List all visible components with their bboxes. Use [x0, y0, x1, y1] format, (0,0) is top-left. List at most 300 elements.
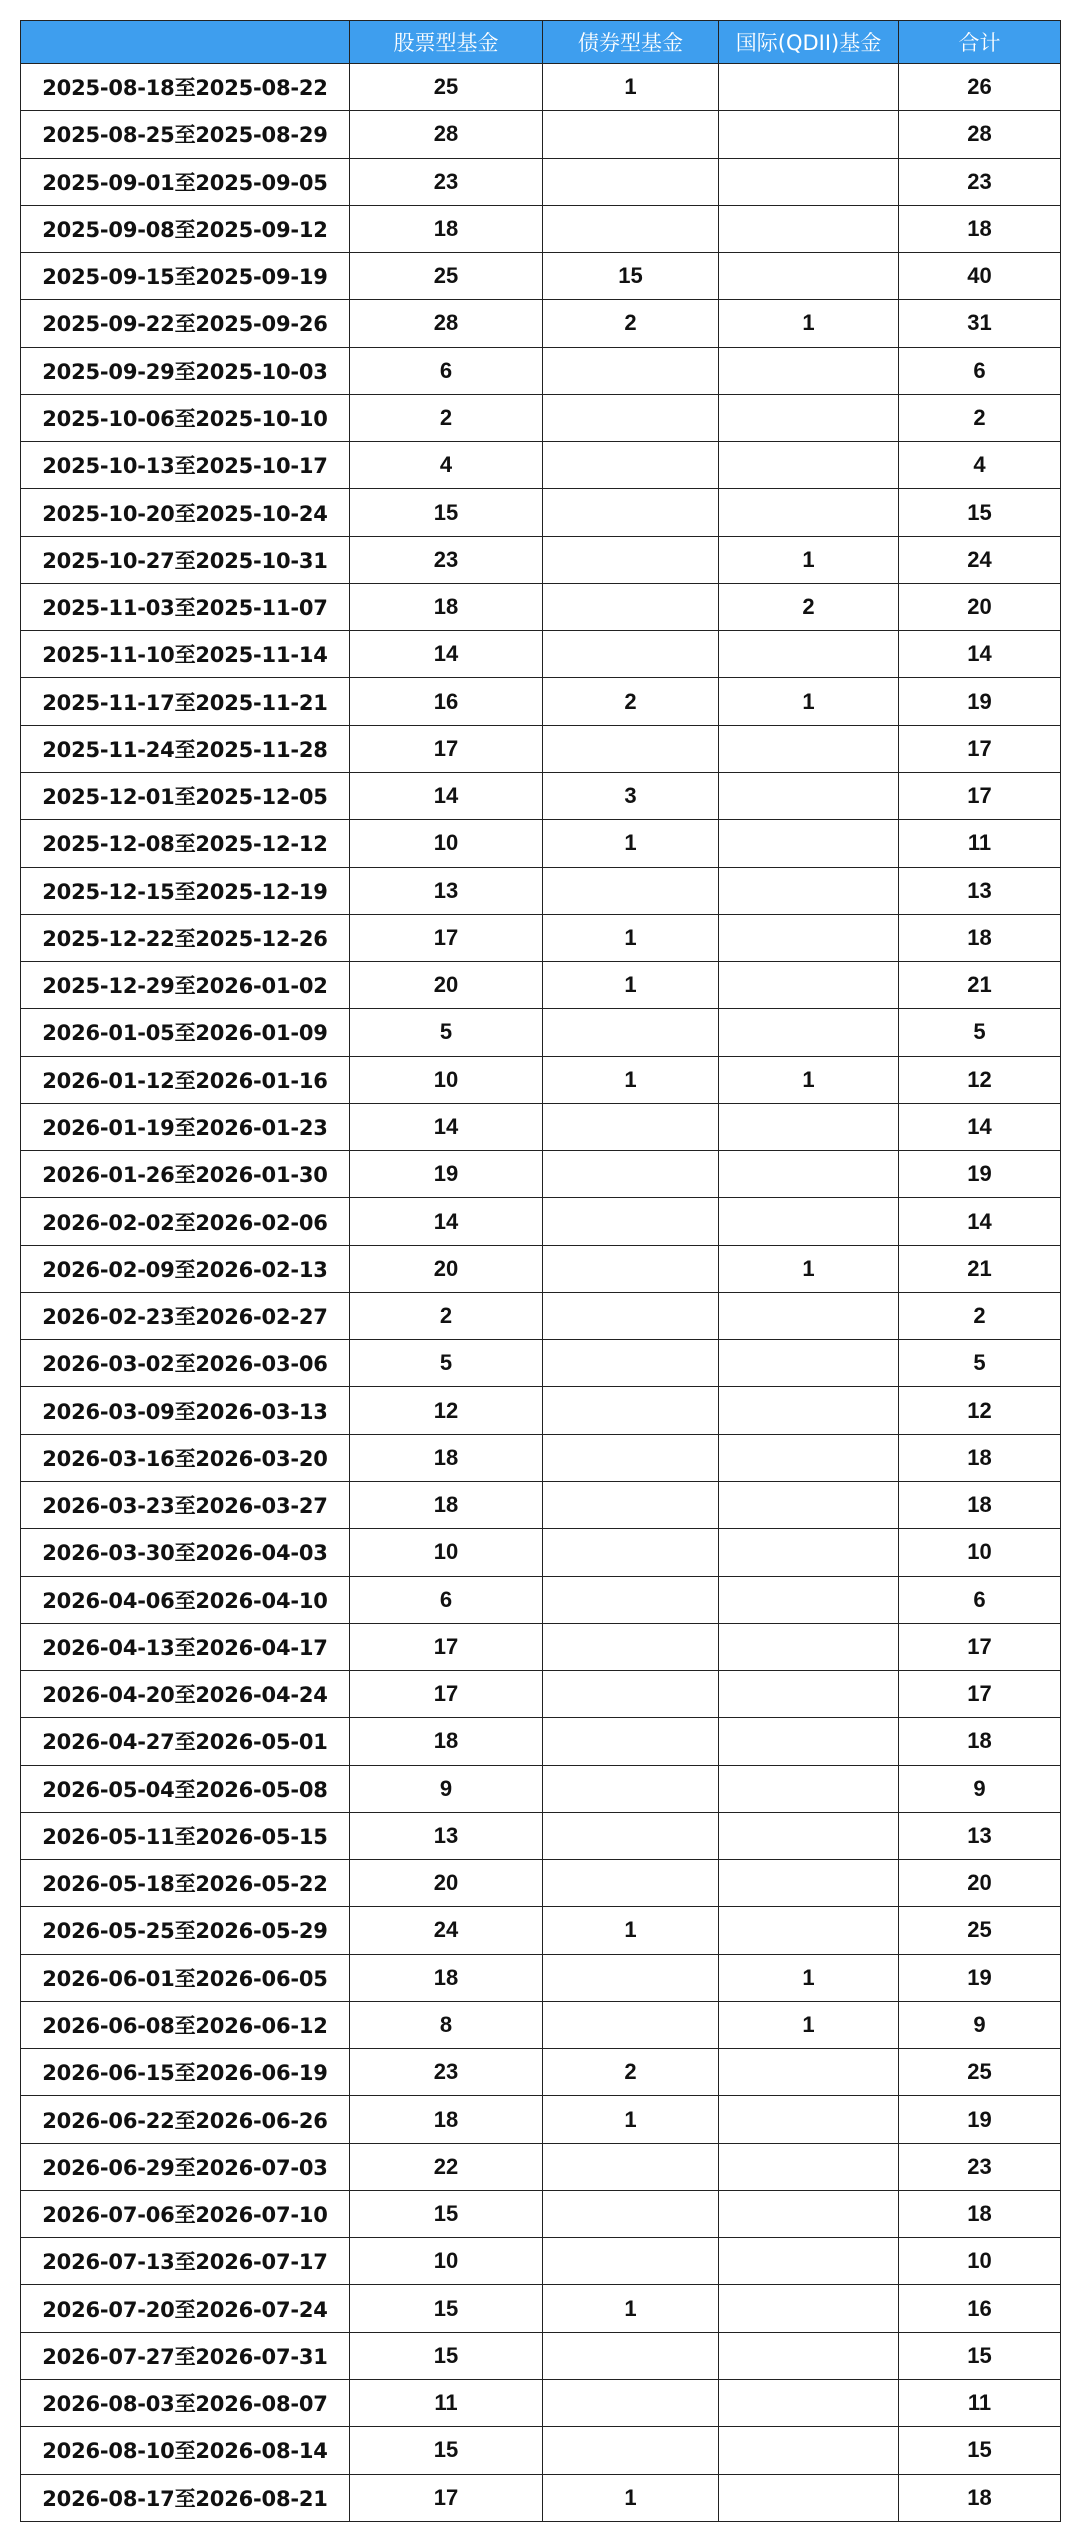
table-row	[21, 158, 1061, 205]
total-cell: 20	[899, 583, 1061, 630]
bond-fund-cell	[543, 205, 719, 252]
qdii-fund-cell	[719, 394, 899, 441]
qdii-fund-cell	[719, 1907, 899, 1954]
stock-fund-cell: 20	[350, 962, 543, 1009]
fund-issuance-table	[20, 20, 1061, 2522]
period-cell: 2026-07-06至2026-07-10	[21, 2190, 350, 2237]
bond-fund-cell	[543, 1340, 719, 1387]
table-row	[21, 2001, 1061, 2048]
stock-fund-cell: 12	[350, 1387, 543, 1434]
qdii-fund-cell	[719, 962, 899, 1009]
table-row	[21, 1245, 1061, 1292]
total-cell: 9	[899, 2001, 1061, 2048]
table-row	[21, 725, 1061, 772]
header-cell-bond-fund: 债券型基金	[543, 21, 719, 64]
qdii-fund-cell	[719, 2332, 899, 2379]
bond-fund-cell	[543, 725, 719, 772]
table-row	[21, 2285, 1061, 2332]
bond-fund-cell	[543, 1151, 719, 1198]
total-cell: 17	[899, 725, 1061, 772]
qdii-fund-cell	[719, 1340, 899, 1387]
total-cell: 11	[899, 820, 1061, 867]
period-cell: 2025-10-27至2025-10-31	[21, 536, 350, 583]
period-cell: 2026-06-29至2026-07-03	[21, 2143, 350, 2190]
header-row	[21, 21, 1061, 64]
bond-fund-cell	[543, 1387, 719, 1434]
stock-fund-cell: 18	[350, 1718, 543, 1765]
period-cell: 2025-10-06至2025-10-10	[21, 394, 350, 441]
table-row	[21, 442, 1061, 489]
bond-fund-cell: 1	[543, 2285, 719, 2332]
table-row	[21, 1103, 1061, 1150]
total-cell: 20	[899, 1860, 1061, 1907]
qdii-fund-cell: 1	[719, 300, 899, 347]
qdii-fund-cell	[719, 2049, 899, 2096]
qdii-fund-cell	[719, 205, 899, 252]
stock-fund-cell: 20	[350, 1860, 543, 1907]
qdii-fund-cell	[719, 914, 899, 961]
bond-fund-cell	[543, 1198, 719, 1245]
stock-fund-cell: 25	[350, 64, 543, 111]
table-row	[21, 914, 1061, 961]
bond-fund-cell	[543, 1812, 719, 1859]
stock-fund-cell: 18	[350, 205, 543, 252]
table-row	[21, 1718, 1061, 1765]
stock-fund-cell: 18	[350, 2096, 543, 2143]
period-cell: 2025-09-22至2025-09-26	[21, 300, 350, 347]
total-cell: 24	[899, 536, 1061, 583]
bond-fund-cell: 2	[543, 2049, 719, 2096]
table-row	[21, 2096, 1061, 2143]
qdii-fund-cell	[719, 2427, 899, 2474]
bond-fund-cell	[543, 1671, 719, 1718]
stock-fund-cell: 14	[350, 772, 543, 819]
period-cell: 2026-01-26至2026-01-30	[21, 1151, 350, 1198]
qdii-fund-cell	[719, 2474, 899, 2521]
stock-fund-cell: 23	[350, 536, 543, 583]
qdii-fund-cell	[719, 1860, 899, 1907]
total-cell: 18	[899, 1434, 1061, 1481]
qdii-fund-cell	[719, 253, 899, 300]
period-cell: 2026-03-16至2026-03-20	[21, 1434, 350, 1481]
table-row	[21, 2380, 1061, 2427]
stock-fund-cell: 2	[350, 1292, 543, 1339]
qdii-fund-cell: 1	[719, 678, 899, 725]
table-row	[21, 1529, 1061, 1576]
qdii-fund-cell	[719, 442, 899, 489]
period-cell: 2026-06-08至2026-06-12	[21, 2001, 350, 2048]
stock-fund-cell: 5	[350, 1009, 543, 1056]
total-cell: 19	[899, 1151, 1061, 1198]
period-cell: 2025-08-18至2025-08-22	[21, 64, 350, 111]
total-cell: 2	[899, 1292, 1061, 1339]
period-cell: 2025-12-15至2025-12-19	[21, 867, 350, 914]
stock-fund-cell: 15	[350, 2190, 543, 2237]
bond-fund-cell	[543, 1765, 719, 1812]
bond-fund-cell	[543, 111, 719, 158]
stock-fund-cell: 10	[350, 1529, 543, 1576]
table-row	[21, 1387, 1061, 1434]
total-cell: 23	[899, 158, 1061, 205]
total-cell: 19	[899, 1954, 1061, 2001]
bond-fund-cell	[543, 2238, 719, 2285]
stock-fund-cell: 10	[350, 820, 543, 867]
table-row	[21, 1860, 1061, 1907]
fund-table-container	[20, 20, 1060, 2522]
stock-fund-cell: 8	[350, 2001, 543, 2048]
table-row	[21, 1671, 1061, 1718]
total-cell: 18	[899, 1481, 1061, 1528]
stock-fund-cell: 14	[350, 1103, 543, 1150]
period-cell: 2025-09-15至2025-09-19	[21, 253, 350, 300]
bond-fund-cell	[543, 394, 719, 441]
table-body	[21, 64, 1061, 2522]
bond-fund-cell	[543, 1292, 719, 1339]
total-cell: 12	[899, 1387, 1061, 1434]
bond-fund-cell: 2	[543, 678, 719, 725]
total-cell: 14	[899, 1103, 1061, 1150]
total-cell: 18	[899, 205, 1061, 252]
bond-fund-cell	[543, 631, 719, 678]
period-cell: 2026-01-19至2026-01-23	[21, 1103, 350, 1150]
period-cell: 2025-11-17至2025-11-21	[21, 678, 350, 725]
total-cell: 17	[899, 1671, 1061, 1718]
period-cell: 2026-06-22至2026-06-26	[21, 2096, 350, 2143]
qdii-fund-cell	[719, 1198, 899, 1245]
bond-fund-cell	[543, 1103, 719, 1150]
qdii-fund-cell	[719, 1812, 899, 1859]
stock-fund-cell: 14	[350, 1198, 543, 1245]
period-cell: 2026-07-13至2026-07-17	[21, 2238, 350, 2285]
period-cell: 2026-01-12至2026-01-16	[21, 1056, 350, 1103]
qdii-fund-cell	[719, 1529, 899, 1576]
table-row	[21, 1340, 1061, 1387]
period-cell: 2025-09-01至2025-09-05	[21, 158, 350, 205]
period-cell: 2026-03-30至2026-04-03	[21, 1529, 350, 1576]
period-cell: 2025-11-10至2025-11-14	[21, 631, 350, 678]
bond-fund-cell	[543, 1009, 719, 1056]
total-cell: 15	[899, 2427, 1061, 2474]
bond-fund-cell	[543, 1860, 719, 1907]
bond-fund-cell: 1	[543, 2474, 719, 2521]
stock-fund-cell: 17	[350, 914, 543, 961]
stock-fund-cell: 11	[350, 2380, 543, 2427]
table-row	[21, 1812, 1061, 1859]
table-row	[21, 1907, 1061, 1954]
bond-fund-cell	[543, 583, 719, 630]
table-row	[21, 2474, 1061, 2521]
table-row	[21, 1954, 1061, 2001]
qdii-fund-cell	[719, 1623, 899, 1670]
qdii-fund-cell	[719, 2096, 899, 2143]
total-cell: 4	[899, 442, 1061, 489]
table-row	[21, 394, 1061, 441]
table-row	[21, 1765, 1061, 1812]
stock-fund-cell: 5	[350, 1340, 543, 1387]
qdii-fund-cell: 1	[719, 2001, 899, 2048]
table-row	[21, 772, 1061, 819]
qdii-fund-cell: 1	[719, 536, 899, 583]
period-cell: 2025-12-29至2026-01-02	[21, 962, 350, 1009]
stock-fund-cell: 4	[350, 442, 543, 489]
total-cell: 40	[899, 253, 1061, 300]
stock-fund-cell: 28	[350, 300, 543, 347]
bond-fund-cell	[543, 2143, 719, 2190]
qdii-fund-cell: 1	[719, 1245, 899, 1292]
qdii-fund-cell: 1	[719, 1056, 899, 1103]
period-cell: 2025-08-25至2025-08-29	[21, 111, 350, 158]
stock-fund-cell: 9	[350, 1765, 543, 1812]
period-cell: 2026-07-20至2026-07-24	[21, 2285, 350, 2332]
total-cell: 26	[899, 64, 1061, 111]
period-cell: 2026-03-09至2026-03-13	[21, 1387, 350, 1434]
period-cell: 2026-04-27至2026-05-01	[21, 1718, 350, 1765]
stock-fund-cell: 15	[350, 2427, 543, 2474]
stock-fund-cell: 10	[350, 1056, 543, 1103]
qdii-fund-cell	[719, 820, 899, 867]
period-cell: 2026-08-10至2026-08-14	[21, 2427, 350, 2474]
period-cell: 2025-10-20至2025-10-24	[21, 489, 350, 536]
table-row	[21, 347, 1061, 394]
qdii-fund-cell	[719, 725, 899, 772]
stock-fund-cell: 19	[350, 1151, 543, 1198]
table-row	[21, 1623, 1061, 1670]
total-cell: 2	[899, 394, 1061, 441]
total-cell: 21	[899, 962, 1061, 1009]
qdii-fund-cell	[719, 111, 899, 158]
stock-fund-cell: 15	[350, 489, 543, 536]
period-cell: 2026-05-04至2026-05-08	[21, 1765, 350, 1812]
total-cell: 14	[899, 631, 1061, 678]
total-cell: 15	[899, 2332, 1061, 2379]
total-cell: 25	[899, 1907, 1061, 1954]
stock-fund-cell: 17	[350, 1671, 543, 1718]
header-cell-qdii-fund: 国际(QDII)基金	[719, 21, 899, 64]
bond-fund-cell	[543, 1481, 719, 1528]
table-row	[21, 1056, 1061, 1103]
table-row	[21, 820, 1061, 867]
total-cell: 19	[899, 678, 1061, 725]
total-cell: 6	[899, 1576, 1061, 1623]
header-cell-stock-fund: 股票型基金	[350, 21, 543, 64]
period-cell: 2026-05-18至2026-05-22	[21, 1860, 350, 1907]
qdii-fund-cell	[719, 867, 899, 914]
total-cell: 14	[899, 1198, 1061, 1245]
header-cell-total: 合计	[899, 21, 1061, 64]
qdii-fund-cell	[719, 2285, 899, 2332]
period-cell: 2026-02-23至2026-02-27	[21, 1292, 350, 1339]
stock-fund-cell: 17	[350, 2474, 543, 2521]
period-cell: 2025-10-13至2025-10-17	[21, 442, 350, 489]
qdii-fund-cell: 1	[719, 1954, 899, 2001]
bond-fund-cell	[543, 1434, 719, 1481]
bond-fund-cell	[543, 158, 719, 205]
stock-fund-cell: 17	[350, 1623, 543, 1670]
total-cell: 15	[899, 489, 1061, 536]
total-cell: 31	[899, 300, 1061, 347]
period-cell: 2026-03-23至2026-03-27	[21, 1481, 350, 1528]
table-row	[21, 1151, 1061, 1198]
period-cell: 2025-12-01至2025-12-05	[21, 772, 350, 819]
bond-fund-cell	[543, 2001, 719, 2048]
bond-fund-cell: 15	[543, 253, 719, 300]
bond-fund-cell: 1	[543, 962, 719, 1009]
qdii-fund-cell	[719, 158, 899, 205]
bond-fund-cell: 1	[543, 820, 719, 867]
table-row	[21, 2049, 1061, 2096]
table-row	[21, 1198, 1061, 1245]
table-row	[21, 1434, 1061, 1481]
bond-fund-cell	[543, 2190, 719, 2237]
bond-fund-cell	[543, 1245, 719, 1292]
total-cell: 28	[899, 111, 1061, 158]
qdii-fund-cell: 2	[719, 583, 899, 630]
period-cell: 2025-09-08至2025-09-12	[21, 205, 350, 252]
table-row	[21, 64, 1061, 111]
period-cell: 2026-05-25至2026-05-29	[21, 1907, 350, 1954]
table-row	[21, 1292, 1061, 1339]
bond-fund-cell	[543, 2380, 719, 2427]
bond-fund-cell	[543, 442, 719, 489]
table-row	[21, 489, 1061, 536]
total-cell: 23	[899, 2143, 1061, 2190]
bond-fund-cell: 1	[543, 914, 719, 961]
qdii-fund-cell	[719, 1151, 899, 1198]
table-row	[21, 962, 1061, 1009]
qdii-fund-cell	[719, 64, 899, 111]
period-cell: 2026-04-20至2026-04-24	[21, 1671, 350, 1718]
stock-fund-cell: 23	[350, 2049, 543, 2096]
total-cell: 5	[899, 1340, 1061, 1387]
period-cell: 2026-02-09至2026-02-13	[21, 1245, 350, 1292]
qdii-fund-cell	[719, 1765, 899, 1812]
bond-fund-cell	[543, 2332, 719, 2379]
qdii-fund-cell	[719, 1718, 899, 1765]
bond-fund-cell: 1	[543, 1907, 719, 1954]
period-cell: 2026-07-27至2026-07-31	[21, 2332, 350, 2379]
stock-fund-cell: 10	[350, 2238, 543, 2285]
period-cell: 2026-02-02至2026-02-06	[21, 1198, 350, 1245]
qdii-fund-cell	[719, 347, 899, 394]
table-row	[21, 2427, 1061, 2474]
bond-fund-cell	[543, 867, 719, 914]
total-cell: 17	[899, 1623, 1061, 1670]
total-cell: 13	[899, 867, 1061, 914]
total-cell: 9	[899, 1765, 1061, 1812]
total-cell: 18	[899, 914, 1061, 961]
qdii-fund-cell	[719, 1103, 899, 1150]
table-row	[21, 631, 1061, 678]
table-row	[21, 2332, 1061, 2379]
bond-fund-cell: 1	[543, 64, 719, 111]
stock-fund-cell: 18	[350, 1481, 543, 1528]
table-row	[21, 867, 1061, 914]
bond-fund-cell	[543, 347, 719, 394]
bond-fund-cell	[543, 489, 719, 536]
table-row	[21, 536, 1061, 583]
qdii-fund-cell	[719, 1387, 899, 1434]
table-row	[21, 1576, 1061, 1623]
total-cell: 21	[899, 1245, 1061, 1292]
total-cell: 18	[899, 2190, 1061, 2237]
table-row	[21, 111, 1061, 158]
period-cell: 2026-08-03至2026-08-07	[21, 2380, 350, 2427]
qdii-fund-cell	[719, 772, 899, 819]
bond-fund-cell	[543, 2427, 719, 2474]
stock-fund-cell: 20	[350, 1245, 543, 1292]
stock-fund-cell: 6	[350, 1576, 543, 1623]
stock-fund-cell: 18	[350, 1434, 543, 1481]
period-cell: 2026-04-06至2026-04-10	[21, 1576, 350, 1623]
total-cell: 11	[899, 2380, 1061, 2427]
period-cell: 2026-06-01至2026-06-05	[21, 1954, 350, 2001]
bond-fund-cell: 2	[543, 300, 719, 347]
stock-fund-cell: 2	[350, 394, 543, 441]
stock-fund-cell: 18	[350, 1954, 543, 2001]
bond-fund-cell	[543, 536, 719, 583]
bond-fund-cell: 1	[543, 1056, 719, 1103]
table-row	[21, 1009, 1061, 1056]
table-row	[21, 253, 1061, 300]
total-cell: 10	[899, 1529, 1061, 1576]
bond-fund-cell	[543, 1576, 719, 1623]
total-cell: 5	[899, 1009, 1061, 1056]
total-cell: 17	[899, 772, 1061, 819]
total-cell: 13	[899, 1812, 1061, 1859]
total-cell: 6	[899, 347, 1061, 394]
stock-fund-cell: 6	[350, 347, 543, 394]
table-row	[21, 1481, 1061, 1528]
qdii-fund-cell	[719, 1009, 899, 1056]
stock-fund-cell: 18	[350, 583, 543, 630]
qdii-fund-cell	[719, 489, 899, 536]
stock-fund-cell: 13	[350, 1812, 543, 1859]
qdii-fund-cell	[719, 2380, 899, 2427]
qdii-fund-cell	[719, 2238, 899, 2285]
total-cell: 16	[899, 2285, 1061, 2332]
stock-fund-cell: 22	[350, 2143, 543, 2190]
stock-fund-cell: 24	[350, 1907, 543, 1954]
period-cell: 2026-01-05至2026-01-09	[21, 1009, 350, 1056]
period-cell: 2025-12-08至2025-12-12	[21, 820, 350, 867]
stock-fund-cell: 17	[350, 725, 543, 772]
period-cell: 2025-12-22至2025-12-26	[21, 914, 350, 961]
table-row	[21, 2190, 1061, 2237]
qdii-fund-cell	[719, 1576, 899, 1623]
stock-fund-cell: 15	[350, 2332, 543, 2379]
table-row	[21, 205, 1061, 252]
period-cell: 2026-06-15至2026-06-19	[21, 2049, 350, 2096]
period-cell: 2025-11-24至2025-11-28	[21, 725, 350, 772]
period-cell: 2026-08-17至2026-08-21	[21, 2474, 350, 2521]
qdii-fund-cell	[719, 2190, 899, 2237]
table-row	[21, 300, 1061, 347]
period-cell: 2025-11-03至2025-11-07	[21, 583, 350, 630]
stock-fund-cell: 15	[350, 2285, 543, 2332]
period-cell: 2026-04-13至2026-04-17	[21, 1623, 350, 1670]
total-cell: 25	[899, 2049, 1061, 2096]
qdii-fund-cell	[719, 1434, 899, 1481]
total-cell: 18	[899, 2474, 1061, 2521]
stock-fund-cell: 14	[350, 631, 543, 678]
total-cell: 19	[899, 2096, 1061, 2143]
bond-fund-cell	[543, 1529, 719, 1576]
table-row	[21, 583, 1061, 630]
period-cell: 2026-05-11至2026-05-15	[21, 1812, 350, 1859]
stock-fund-cell: 13	[350, 867, 543, 914]
stock-fund-cell: 16	[350, 678, 543, 725]
bond-fund-cell	[543, 1718, 719, 1765]
